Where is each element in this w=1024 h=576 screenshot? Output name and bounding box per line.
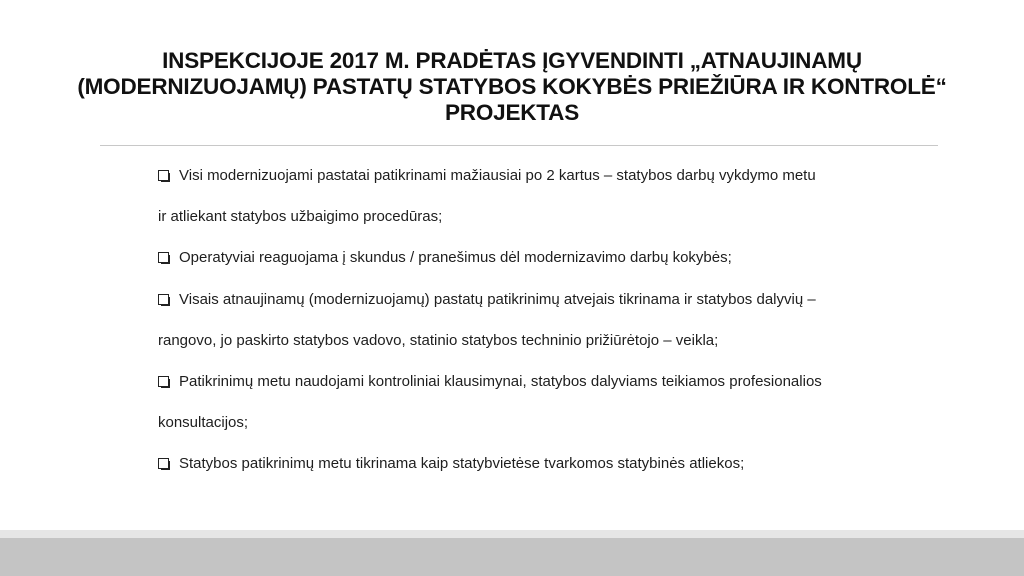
checkbox-bullet-icon [158,252,169,263]
checkbox-bullet-icon [158,294,169,305]
list-item-text: Patikrinimų metu naudojami kontroliniai klausimynai, statybos dalyviams teikiamos profesionalios [179,373,822,390]
footer-band [0,530,1024,538]
list-item [158,248,732,268]
list-item-text: Visais atnaujinamų (modernizuojamų) pastatų patikrinimų atvejais tikrinama ir statybos dalyvių – [179,291,816,308]
checkbox-bullet-icon [158,458,169,469]
list-item [158,372,822,392]
list-item-continuation [158,207,442,227]
list-item-continuation [158,413,248,433]
list-item [158,290,816,310]
list-item-text: Visi modernizuojami pastatai patikrinami mažiausiai po 2 kartus – statybos darbų vykdymo metu [179,167,816,184]
list-item-text: Operatyviai reaguojama į skundus / pranešimus dėl modernizavimo darbų kokybės; [179,249,732,266]
title-divider [100,145,938,146]
list-item-text: konsultacijos; [158,414,249,431]
list-item-continuation [158,331,718,351]
checkbox-bullet-icon [158,376,169,387]
slide-title: INSPEKCIJOJE 2017 M. PRADĖTAS ĮGYVENDINTI „ATNAUJINAMŲ (MODERNIZUOJAMŲ) PASTATŲ STATYBOS KOKYBĖS PRIEŽIŪRA IR KONTROLĖ“ PROJEKTAS [77,48,947,125]
checkbox-bullet-icon [158,170,169,181]
list-item [158,166,816,186]
footer-bar [0,538,1024,576]
list-item-text: ir atliekant statybos užbaigimo procedūras; [158,208,443,225]
list-item [158,454,744,474]
list-item-text: Statybos patikrinimų metu tikrinama kaip statybvietėse tvarkomos statybinės atliekos; [179,455,745,472]
list-item-text: rangovo, jo paskirto statybos vadovo, statinio statybos techninio prižiūrėtojo – veikla; [158,332,719,349]
